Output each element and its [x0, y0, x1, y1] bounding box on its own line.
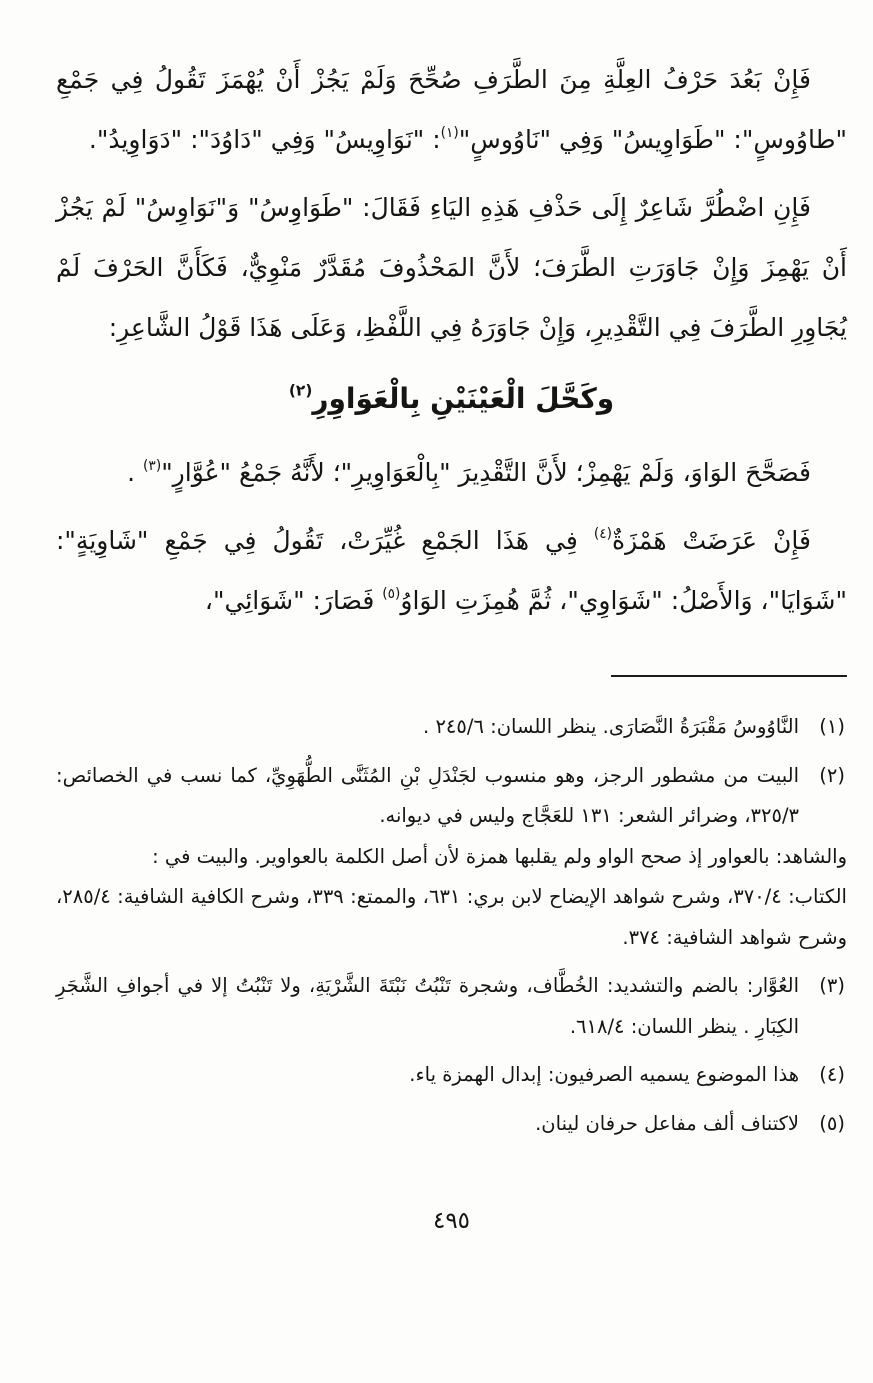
verse-line — [56, 382, 847, 415]
body-text — [56, 50, 847, 631]
text-run: فَإِنِ اضْطُرَّ شَاعِرٌ إِلَى حَذْفِ هَذِهِ اليَاءِ فَقَالَ: "طَوَاوِسُ" وَ"نَوَاوِسُ" لَمْ يَجُزْ أَنْ يَهْمِزَ وَإِنْ جَاوَرَتِ الطَّرَفَ؛ لأَنَّ المَحْذُوفَ مُقَدَّرٌ مَنْوِيٌّ، فَكَأَنَّ الحَرْفَ لَمْ يُجَاوِرِ الطَّرَفَ فِي التَّقْدِيرِ، وَإِنْ جَاوَرَهُ فِي اللَّفْظِ، وَعَلَى هَذَا قَوْلُ الشَّاعِرِ: — [56, 193, 847, 342]
footnote-line — [56, 707, 847, 748]
page-number: ٤٩٥ — [432, 1208, 471, 1235]
footnote-marker: (٤) — [819, 1063, 845, 1087]
footnote-continuation: الكتاب: ٣٧٠/٤، وشرح شواهد الإيضاح لابن بري: ٦٣١، والممتع: ٣٣٩، وشرح الكافية الشافية: ٢٨٥/٤، وشرح شواهد الشافية: ٣٧٤. — [56, 885, 847, 949]
footnotes-section — [56, 707, 847, 1144]
footnote-text: لاكتناف ألف مفاعل حرفان لينان. — [535, 1111, 799, 1135]
footnote-marker: (٢) — [819, 763, 845, 787]
text-run: : "نَوَاوِيسُ" وَفِي "دَاوُدَ": "دَوَاوِيدُ". — [88, 125, 441, 154]
paragraph — [56, 50, 847, 170]
footnote-reference: (٣) — [143, 458, 162, 474]
paragraph — [56, 511, 847, 631]
footnote-item — [56, 707, 847, 748]
text-run: فَإِنْ عَرَضَتْ هَمْزَةٌ — [611, 526, 811, 555]
footnote-item — [56, 1104, 847, 1145]
footnote-text: البيت من مشطور الرجز، وهو منسوب لجَنْدَلِ بْنِ المُثَنَّى الطُّهَوِيِّ، كما نسب في الخصائص: ٣٢٥/٣، وضرائر الشعر: ١٣١ للعَجَّاج وليس في ديوانه. — [56, 763, 799, 828]
text-run: فِي هَذَا الجَمْعِ غُيِّرَتْ، تَقُولُ فِي جَمْعِ "شَاوِيَةٍ": "شَوَايَا"، وَالأَصْلُ: "شَوَاوِي"، ثُمَّ هُمِزَتِ الوَاوُ — [56, 526, 847, 615]
footnote-reference: (٥) — [382, 586, 401, 602]
footnote-marker: (١) — [819, 715, 845, 738]
paragraph — [56, 178, 847, 358]
text-run: . — [127, 458, 144, 487]
footnote-item — [56, 756, 847, 959]
footnote-line — [56, 966, 847, 1047]
footnote-reference: (٢) — [288, 381, 313, 400]
text-run: فَصَارَ: "شَوَائِي"، — [204, 586, 383, 615]
text-run: فَإِنْ بَعُدَ حَرْفُ العِلَّةِ مِنَ الطَّرَفِ صُحِّحَ وَلَمْ يَجُزْ أَنْ يُهْمَزَ تَقُولُ فِي جَمْعِ "طاوُوسٍ": "طَوَاوِيسُ" وَفِي "نَاوُوسٍ" — [56, 65, 847, 154]
footnote-text: هذا الموضوع يسميه الصرفيون: إبدال الهمزة ياء. — [409, 1063, 799, 1087]
footnote-text: العُوَّار: بالضم والتشديد: الخُطَّاف، وشجرة تَنْبُتُ نَبْتَةَ الشَّرْيَةِ، ولا تَنْبُتُ إلا في أجوافِ الشَّجَرِ الكِبَارِ . ينظر اللسان: ٦١٨/٤. — [56, 974, 799, 1038]
footnote-marker: (٣) — [819, 974, 845, 998]
footnote-line — [56, 1055, 847, 1096]
text-run: وكَحَّلَ الْعَيْنَيْنِ بِالْعَوَاوِرِ — [312, 382, 615, 415]
footnote-marker: (٥) — [819, 1111, 845, 1135]
footnote-line — [56, 1104, 847, 1145]
footnote-continuation: والشاهد: بالعواور إذ صحح الواو ولم يقلبها همزة لأن أصل الكلمة بالعواوير. والبيت في : — [152, 844, 847, 868]
text-run: فَصَحَّحَ الوَاوَ، وَلَمْ يَهْمِزْ؛ لأَنَّ التَّقْدِيرَ "بِالْعَوَاوِيرِ"؛ لأَنَّهُ جَمْعُ "عُوَّارٍ" — [161, 458, 811, 487]
footnote-item — [56, 1055, 847, 1096]
footnote-reference: (٤) — [593, 526, 612, 542]
footnote-separator — [611, 675, 847, 677]
paragraph — [56, 443, 847, 503]
footnote-item — [56, 966, 847, 1047]
footnote-text: النَّاوُوسُ مَقْبَرَةُ النَّصَارَى. ينظر اللسان: ٢٤٥/٦ . — [423, 715, 799, 738]
footnote-line — [56, 756, 847, 837]
footnote-reference: (١) — [440, 125, 459, 141]
